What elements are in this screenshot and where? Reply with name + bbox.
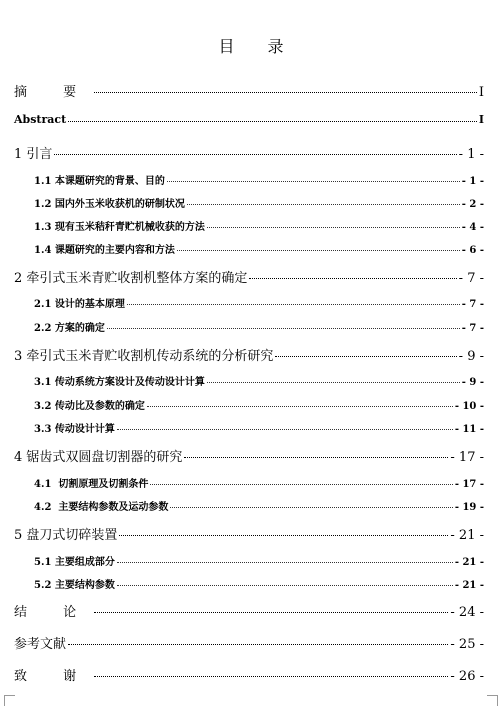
toc-entry-label: 5.2 主要结构参数 <box>34 580 115 591</box>
toc-entry-page: - 9 - <box>461 377 484 388</box>
dot-leader <box>249 278 456 279</box>
dot-leader <box>275 356 456 357</box>
dot-leader <box>127 304 460 305</box>
dot-leader <box>207 382 460 383</box>
dot-leader <box>54 154 456 155</box>
dot-leader <box>117 429 453 430</box>
toc-entry-4-2[interactable] <box>34 498 484 513</box>
dot-leader <box>187 204 460 205</box>
toc-entry-label: Abstract <box>14 113 67 126</box>
toc-entry-chapter-3[interactable] <box>14 345 484 364</box>
dot-leader <box>107 328 460 329</box>
toc-entry-1-2[interactable] <box>34 195 484 210</box>
toc-entry-3-2[interactable] <box>34 397 484 412</box>
toc-entry-chapter-2[interactable] <box>14 267 484 286</box>
toc-entry-label: 1.3 现有玉米秸秆青贮机械收获的方法 <box>34 222 205 233</box>
toc-entry-page: - 7 - <box>461 299 484 310</box>
toc-entry-page: - 21 - <box>450 528 484 543</box>
toc-entry-acknowledgements[interactable] <box>14 665 484 684</box>
toc-entry-label: 参考文献 <box>14 637 67 652</box>
toc-entry-references[interactable] <box>14 633 484 652</box>
toc-entry-label: 5.1 主要组成部分 <box>34 557 115 568</box>
toc-entry-label: 摘 要 <box>14 85 93 100</box>
toc-entry-page: - 25 - <box>450 637 484 652</box>
toc-entry-label: 2 牵引式玉米青贮收割机整体方案的确定 <box>14 271 248 286</box>
toc-entry-4-1[interactable] <box>34 475 484 490</box>
dot-leader <box>207 227 460 228</box>
toc-entry-conclusion[interactable] <box>14 601 484 620</box>
toc-entry-page: - 4 - <box>461 222 484 233</box>
toc-entry-page: I <box>478 113 484 126</box>
dot-leader <box>68 121 477 122</box>
toc-entry-2-1[interactable] <box>34 295 484 310</box>
dot-leader <box>94 612 448 613</box>
page-corner-mark-right <box>487 695 498 706</box>
toc-entry-label: 2.1 设计的基本原理 <box>34 299 125 310</box>
toc-entry-3-3[interactable] <box>34 420 484 435</box>
toc-entry-page: - 17 - <box>450 450 484 465</box>
toc-entry-page: - 21 - <box>454 557 484 568</box>
toc-entry-label: 5 盘刀式切碎装置 <box>14 528 118 543</box>
toc-entry-page: - 1 - <box>458 147 484 162</box>
toc-entry-label: 4 锯齿式双圆盘切割器的研究 <box>14 450 183 465</box>
toc-entry-5-1[interactable] <box>34 553 484 568</box>
toc-entry-label: 结 论 <box>14 605 93 620</box>
toc-entry-3-1[interactable] <box>34 373 484 388</box>
toc-entry-label: 1.1 本课题研究的背景、目的 <box>34 176 165 187</box>
dot-leader <box>117 585 453 586</box>
toc-entry-page: - 9 - <box>458 349 484 364</box>
toc-entry-abstract-en[interactable] <box>14 113 484 126</box>
dot-leader <box>119 535 448 536</box>
toc-entry-label: 4.1 切割原理及切割条件 <box>34 479 149 490</box>
dot-leader <box>94 92 477 93</box>
toc-entry-page: - 21 - <box>454 580 484 591</box>
toc-entry-label: 3.2 传动比及参数的确定 <box>34 401 145 412</box>
dot-leader <box>150 484 452 485</box>
toc-entry-page: - 26 - <box>450 669 484 684</box>
toc-entry-label: 3.3 传动设计计算 <box>34 424 115 435</box>
toc-entry-page: - 6 - <box>461 245 484 256</box>
toc-entry-page: I <box>478 85 484 100</box>
page-corner-mark-left <box>4 695 15 706</box>
toc-entry-1-3[interactable] <box>34 218 484 233</box>
toc-entry-chapter-1[interactable] <box>14 143 484 162</box>
toc-entry-page: - 7 - <box>458 271 484 286</box>
dot-leader <box>117 562 453 563</box>
dot-leader <box>170 507 452 508</box>
toc-entry-label: 1.2 国内外玉米收获机的研制状况 <box>34 199 185 210</box>
toc-entry-page: - 2 - <box>461 199 484 210</box>
toc-entry-page: - 24 - <box>450 605 484 620</box>
toc-entry-page: - 19 - <box>454 502 484 513</box>
toc-entry-2-2[interactable] <box>34 319 484 334</box>
toc-entry-chapter-5[interactable] <box>14 524 484 543</box>
toc-entry-label: 4.2 主要结构参数及运动参数 <box>34 502 169 513</box>
toc-entry-1-1[interactable] <box>34 172 484 187</box>
dot-leader <box>68 644 448 645</box>
toc-entry-page: - 7 - <box>461 323 484 334</box>
toc-entry-page: - 10 - <box>454 401 484 412</box>
toc-entry-label: 致 谢 <box>14 669 93 684</box>
toc-entry-label: 2.2 方案的确定 <box>34 323 105 334</box>
toc-entry-abstract-cn[interactable] <box>14 81 484 100</box>
toc-entry-page: - 1 - <box>461 176 484 187</box>
toc-entry-label: 3.1 传动系统方案设计及传动设计计算 <box>34 377 205 388</box>
toc-entry-page: - 17 - <box>454 479 484 490</box>
dot-leader <box>177 250 460 251</box>
toc-entry-1-4[interactable] <box>34 241 484 256</box>
toc-entry-chapter-4[interactable] <box>14 446 484 465</box>
toc-entry-label: 3 牵引式玉米青贮收割机传动系统的分析研究 <box>14 349 274 364</box>
toc-entry-5-2[interactable] <box>34 576 484 591</box>
dot-leader <box>147 406 453 407</box>
toc-title: 目 录 <box>218 37 298 56</box>
toc-entry-label: 1.4 课题研究的主要内容和方法 <box>34 245 175 256</box>
toc-entry-page: - 11 - <box>454 424 484 435</box>
dot-leader <box>167 181 460 182</box>
toc-entry-label: 1 引言 <box>14 147 53 162</box>
dot-leader <box>94 676 448 677</box>
dot-leader <box>184 457 448 458</box>
